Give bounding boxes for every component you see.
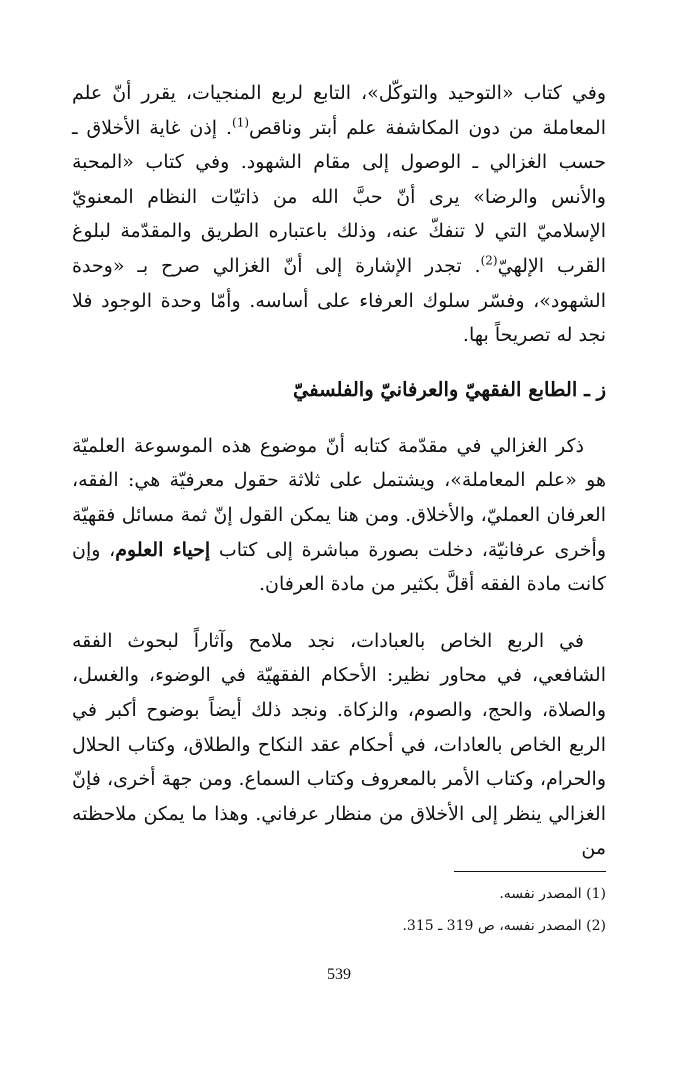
page-number: 539 [327,966,351,983]
book-title: إحياء العلوم [115,538,211,561]
footnote-text: المصدر نفسه، ص 319 ـ 315. [402,918,582,934]
paragraph-ibadat: في الربع الخاص بالعبادات، نجد ملامح وآثاراً لبحوث الفقه الشافعي، في محاور نظير: الأحكام الفقهيّة في الوضوء، والغسل، والصلاة، والحج، والصوم، والزكاة. ونجد ذلك أيضاً بوضوح أكبر في الربع الخاص بالعادات، في أحكام عقد النكاح والطلاق، وكتاب الحلال والحرام، وكتاب الأمر بالمعروف وكتاب السماع. ومن جهة أخرى، فإنّ الغزالي ينظر إلى الأخلاق من منظار عرفاني. وهذا ما يمكن ملاحظته من [72,629,606,860]
paragraph-tawhid [72,76,606,353]
page-body [72,76,606,866]
footnote-ref-2[interactable]: (2) [480,253,498,268]
footnote-2 [72,910,606,942]
footnote-text: المصدر نفسه. [499,886,582,902]
paragraph-fiqh [72,429,606,602]
section-heading: ز ـ الطابع الفقهيّ والعرفانيّ والفلسفيّ [293,377,606,401]
footnotes [72,878,606,942]
paragraph-gap [72,602,606,624]
footnote-ref-1[interactable]: (1) [232,115,250,130]
paragraph-text: ذكر الغزالي في مقدّمة كتابه أنّ موضوع هذه الموسوعة العلميّة هو «علم المعاملة»، ويشتمل على ثلاثة حقول معرفيّة هي: الفقه، العرفان العمليّ، والأخلاق. ومن هنا يمكن القول إنّ ثمة مسائل فقهيّة وأخرى عرفانيّة، دخلت بصورة مباشرة إلى كتاب [72,434,606,561]
paragraph-text: . إذن غاية الأخلاق ـ حسب الغزالي ـ الوصول إلى مقام الشهود. وفي كتاب «المحبة والأنس والرضا» يرى أنّ حبَّ الله من ذاتيّات النظام المعنويّ الإسلاميّ التي لا تنفكّ عنه، وذلك باعتباره الطريق والمقدّمة لبلوغ القرب الإلهيّ [72,116,606,277]
footnote-separator [454,871,606,872]
footnote-1 [72,878,606,910]
footnote-number: (1) [586,886,606,902]
paragraph-text: . تجدر الإشارة إلى أنّ الغزالي صرح بـ «وحدة الشهود»، وفسّر سلوك العرفاء على أساسه. وأمّا وحدة الوجود فلا نجد له تصريحاً بها. [72,254,606,347]
footnote-number: (2) [586,918,606,934]
paragraph-text: وفي كتاب «التوحيد والتوكّل»، التابع لربع المنجيات، يقرر أنّ علم المعاملة من دون المكاشفة علم أبتر وناقص [72,82,606,139]
paragraph-text: ، وإن كانت مادة الفقه أقلَّ بكثير من مادة العرفان. [72,538,606,596]
